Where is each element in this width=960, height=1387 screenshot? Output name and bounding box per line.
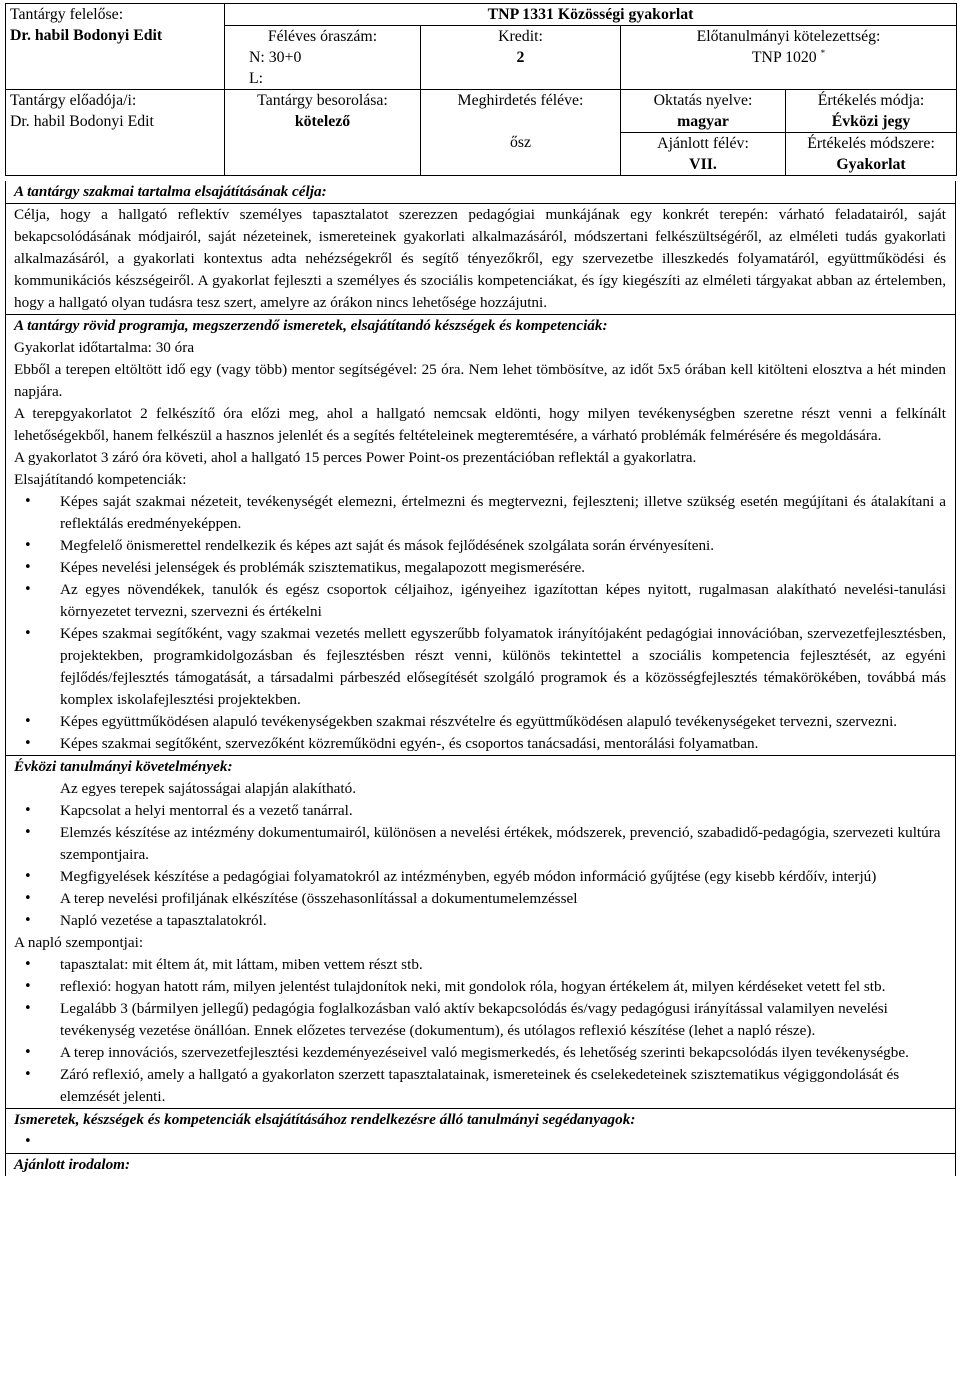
hours-n: N: 30+0 bbox=[249, 49, 302, 66]
responsible-label: Tantárgy felelőse: bbox=[10, 6, 124, 23]
list-item: • Képes szakmai segítőként, szervezőként közreműködni egyén-, és csoportos tanácsadási, mentorálási folyamatban. bbox=[60, 733, 946, 755]
lecturer-name: Dr. habil Bodonyi Edit bbox=[10, 113, 154, 130]
list-item: • Napló vezetése a tapasztalatokról. bbox=[60, 910, 946, 932]
prereq-label: Előtanulmányi kötelezettség: bbox=[696, 28, 881, 45]
hours-cell bbox=[225, 26, 421, 90]
eval-mode-label: Értékelés módja: bbox=[817, 92, 925, 109]
eval-method-cell bbox=[786, 133, 957, 176]
goal-section bbox=[5, 181, 956, 204]
course-title: TNP 1331 Közösségi gyakorlat bbox=[225, 4, 957, 26]
program-paragraph: A gyakorlatot 3 záró óra követi, ahol a hallgató 15 perces Power Point-os prezentációban reflektál a gyakorlatra. bbox=[14, 449, 697, 466]
list-item: • Elemzés készítése az intézmény dokumentumairól, különösen a nevelési értékek, módszerek, prevenció, szabadidő-pedagógia, szervezeti kultúra szempontjaira. bbox=[60, 822, 946, 866]
list-item: • Képes együttműködésen alapuló tevékenységekben szakmai részvételre és együttműködésen alapuló tevékenységeket tervezni, szervezni. bbox=[60, 711, 946, 733]
credit-label: Kredit: bbox=[498, 28, 543, 45]
list-item: • Az egyes növendékek, tanulók és egész csoportok céljaihoz, igényeihez igazítottan képes nyitott, rugalmasan alakítható nevelési-tanulási környezetet tervezni, szervezni és értékelni bbox=[60, 579, 946, 623]
goal-text-section bbox=[5, 204, 956, 315]
classification-cell bbox=[225, 90, 421, 176]
language-value: magyar bbox=[677, 113, 729, 130]
prereq-cell bbox=[621, 26, 957, 90]
recommended-cell bbox=[621, 133, 786, 176]
course-header-table bbox=[5, 3, 957, 176]
list-item bbox=[60, 1131, 946, 1153]
recommended-label: Ajánlott félév: bbox=[657, 135, 749, 152]
competency-list bbox=[14, 491, 946, 755]
recommended-value: VII. bbox=[689, 156, 717, 173]
list-item: • Megfelelő önismerettel rendelkezik és képes azt saját és mások fejlődésének szolgálata során érvényesíteni. bbox=[60, 535, 946, 557]
list-item: • reflexió: hogyan hatott rám, milyen jelentést tulajdonítok neki, mit gondolok róla, hogyan értékelem át, milyen kérdéseket vetett fel stb. bbox=[60, 976, 946, 998]
list-item: • A terep innovációs, szervezetfejlesztési kezdeményezéseivel való megismerkedés, és lehetőség szerinti bekapcsolódás ilyen tevékenységbe. bbox=[60, 1042, 946, 1064]
hours-label: Féléves óraszám: bbox=[267, 28, 378, 45]
requirements-section bbox=[5, 756, 956, 1109]
responsible-cell bbox=[6, 4, 225, 90]
list-item: • Képes nevelési jelenségek és problémák szisztematikus, megalapozott megismerésére. bbox=[60, 557, 946, 579]
eval-method-label: Értékelés módszere: bbox=[807, 135, 935, 152]
eval-mode-value: Évközi jegy bbox=[831, 113, 911, 130]
prereq-value: TNP 1020 bbox=[751, 49, 817, 66]
program-paragraph: Elsajátítandó kompetenciák: bbox=[14, 471, 187, 488]
goal-heading: A tantárgy szakmai tartalma elsajátításának célja: bbox=[14, 183, 327, 200]
prereq-value-line bbox=[625, 47, 952, 68]
goal-text: Célja, hogy a hallgató reflektív személyes tapasztalatot szerezzen pedagógiai munkájának egy konkrét terepén: várható feladatairól, saját bekapcsolódásának módjairól, saját nézeteinek, ismereteinek gyakorlati alkalmazásáról, módszertani felkészültségéről, az elméleti tudás gyakorlati alkalmazásáról, a gyakorlati kontextus adta nehézségekről és segítő tényezőkről, egy szervezetbe illeszkedés folyamatáról, együttműködési és kommunikációs készségeiről. A gyakorlat fejleszti a személyes és szociális kompetenciákat, és így kiegészíti az elméleti tárgyakat abban az értelemben, hogy a hallgató olyan tudásra tesz szert, amelyre az órákon nincs lehetősége hozzájutni. bbox=[14, 206, 946, 311]
list-item: • Képes szakmai segítőként, vagy szakmai vezetés mellett egyszerűbb folyamatok irányítójaként pedagógiai innovációban, szervezetfejlesztésben, projektekben, programkidolgozásban és fejlesztésben részt venni, különös tekintettel a szociális kompetencia fejlesztését, az egyéni fejlődés/fejlesztés támogatását, a társadalmi párbeszéd elősegítését szolgáló programok és a közösségfejlesztés témakörökében, továbbá más komplex iskolafejlesztési projektekben. bbox=[60, 623, 946, 711]
course-body bbox=[5, 181, 956, 1176]
list-item: • tapasztalat: mit éltem át, mit láttam, miben vettem részt stb. bbox=[60, 954, 946, 976]
hours-l: L: bbox=[249, 70, 264, 87]
materials-section bbox=[5, 1109, 956, 1154]
program-paragraph: Gyakorlat időtartalma: 30 óra bbox=[14, 339, 195, 356]
classification-value: kötelező bbox=[294, 113, 351, 130]
program-paragraph: Ebből a terepen eltöltött idő egy (vagy több) mentor segítségével: 25 óra. Nem lehet tömbösítve, az időt 5x5 órában kell kitölteni elosztva a hét minden napjára. bbox=[14, 361, 946, 400]
eval-mode-cell bbox=[786, 90, 957, 133]
literature-section bbox=[5, 1154, 956, 1176]
list-item: • Képes saját szakmai nézeteit, tevékenységét elemezni, értelmezni és megtervezni, fejleszteni; illetve szükség esetén megújítani és átalakítani a reflektálás eredményeképpen. bbox=[60, 491, 946, 535]
semester-cell bbox=[421, 90, 621, 176]
materials-heading: Ismeretek, készségek és kompetenciák elsajátításához rendelkezésre álló tanulmányi segédanyagok: bbox=[14, 1111, 636, 1128]
materials-list bbox=[14, 1131, 946, 1153]
list-item: • Kapcsolat a helyi mentorral és a vezető tanárral. bbox=[60, 800, 946, 822]
eval-method-value: Gyakorlat bbox=[836, 156, 906, 173]
language-cell bbox=[621, 90, 786, 133]
semester-label: Meghirdetés féléve: bbox=[457, 92, 584, 109]
requirements-heading: Évközi tanulmányi követelmények: bbox=[14, 758, 233, 775]
prereq-mark: * bbox=[820, 48, 826, 58]
diary-list bbox=[14, 954, 946, 1108]
requirements-intro: Az egyes terepek sajátosságai alapján alakítható. bbox=[60, 780, 357, 797]
diary-label: A napló szempontjai: bbox=[14, 934, 144, 951]
language-label: Oktatás nyelve: bbox=[653, 92, 753, 109]
list-item: • Legalább 3 (bármilyen jellegű) pedagógia foglalkozásban való aktív bekapcsolódás és/vagy pedagógusi irányítással valamilyen nevelési tevékenység vezetése önállóan. Ennek előzetes tervezése (dokumentum), és utólagos reflexió készítése (lehet a napló része). bbox=[60, 998, 946, 1042]
program-section bbox=[5, 315, 956, 756]
credit-cell bbox=[421, 26, 621, 90]
lecturer-cell bbox=[6, 90, 225, 176]
list-item: • Megfigyelések készítése a pedagógiai folyamatokról az intézményben, egyéb módon információ gyűjtése (egy kisebb kérdőív, interjú) bbox=[60, 866, 946, 888]
lecturer-label: Tantárgy előadója/i: bbox=[10, 92, 137, 109]
program-heading: A tantárgy rövid programja, megszerzendő ismeretek, elsajátítandó készségek és kompetenciák: bbox=[14, 317, 608, 334]
program-paragraph: A terepgyakorlatot 2 felkészítő óra előzi meg, ahol a hallgató nemcsak eldönti, hogy milyen tevékenységben szeretne részt venni a felkínált lehetőségekből, hanem felkészül a hasznos jelenlét és a segítés feltételeinek megteremtésére, a várható problémák felmérésére és megoldására. bbox=[14, 405, 946, 444]
responsible-name: Dr. habil Bodonyi Edit bbox=[10, 27, 163, 44]
list-item: • A terep nevelési profiljának elkészítése (összehasonlítással a dokumentumelemzéssel bbox=[60, 888, 946, 910]
semester-value: ősz bbox=[509, 134, 532, 151]
literature-heading: Ajánlott irodalom: bbox=[14, 1156, 131, 1173]
requirements-list bbox=[14, 800, 946, 932]
credit-value: 2 bbox=[516, 49, 525, 66]
list-item: • Záró reflexió, amely a hallgató a gyakorlaton szerzett tapasztalatainak, ismereteinek és cselekedeteinek szisztematikus végiggondolását és elemzését jelenti. bbox=[60, 1064, 946, 1108]
classification-label: Tantárgy besorolása: bbox=[257, 92, 388, 109]
